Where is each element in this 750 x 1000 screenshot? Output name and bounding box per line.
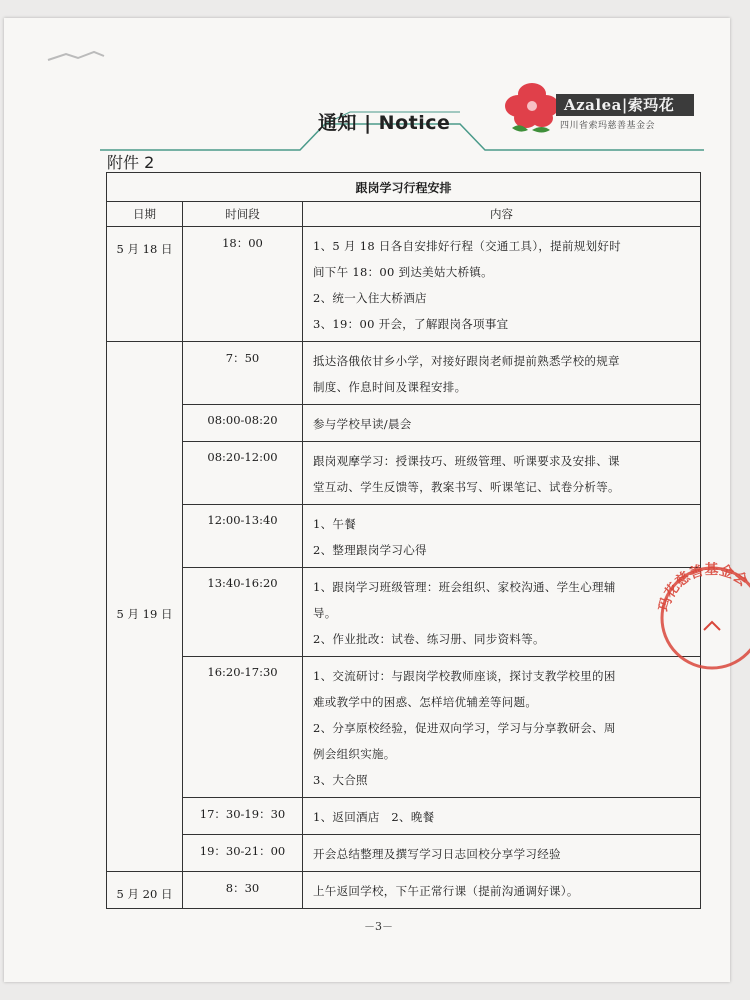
content-line: 1、5 月 18 日各自安排好行程（交通工具），提前规划好时 bbox=[313, 239, 621, 253]
table-row bbox=[107, 227, 701, 342]
column-header-date: 日期 bbox=[107, 202, 183, 227]
content-cell bbox=[303, 657, 701, 798]
schedule-table bbox=[106, 172, 701, 909]
column-header-time: 时间段 bbox=[183, 202, 303, 227]
page-title: 通知 | Notice bbox=[318, 112, 451, 134]
table-caption: 跟岗学习行程安排 bbox=[107, 173, 701, 202]
content-line: 1、交流研讨：与跟岗学校教师座谈，探讨支教学校里的困 bbox=[313, 669, 616, 683]
content-line: 2、统一入住大桥酒店 bbox=[313, 291, 427, 305]
content-cell bbox=[303, 568, 701, 657]
time-cell: 19：30-21：00 bbox=[183, 835, 303, 872]
seal-text: 玛花慈善基金会 bbox=[656, 561, 750, 614]
table-row bbox=[107, 442, 701, 505]
content-line: 2、作业批改：试卷、练习册、同步资料等。 bbox=[313, 632, 545, 646]
table-caption-row bbox=[107, 173, 701, 202]
content-cell bbox=[303, 227, 701, 342]
time-cell: 08:00-08:20 bbox=[183, 405, 303, 442]
content-cell bbox=[303, 872, 701, 909]
content-cell bbox=[303, 798, 701, 835]
time-cell: 08:20-12:00 bbox=[183, 442, 303, 505]
time-cell: 17：30-19：30 bbox=[183, 798, 303, 835]
content-line: 1、午餐 bbox=[313, 517, 357, 531]
table-row bbox=[107, 872, 701, 909]
content-line: 导。 bbox=[313, 606, 337, 620]
logo-subtitle: 四川省索玛慈善基金会 bbox=[560, 121, 656, 131]
content-line: 上午返回学校，下午正常行课（提前沟通调好课）。 bbox=[313, 884, 579, 898]
time-cell: 18：00 bbox=[183, 227, 303, 342]
content-line: 1、跟岗学习班级管理：班会组织、家校沟通、学生心理辅 bbox=[313, 580, 616, 594]
table-row bbox=[107, 835, 701, 872]
content-line: 间下午 18：00 到达美姑大桥镇。 bbox=[313, 265, 493, 279]
logo-brand-text: Azalea|索玛花 bbox=[556, 94, 694, 116]
scan-mark-icon bbox=[46, 48, 106, 66]
content-line: 3、19：00 开会，了解跟岗各项事宜 bbox=[313, 317, 509, 331]
date-cell: 5 月 19 日 bbox=[107, 342, 183, 872]
content-cell bbox=[303, 835, 701, 872]
table-row bbox=[107, 568, 701, 657]
content-cell bbox=[303, 505, 701, 568]
content-line: 堂互动、学生反馈等，教案书写、听课笔记、试卷分析等。 bbox=[313, 480, 620, 494]
table-row bbox=[107, 405, 701, 442]
time-cell: 8：30 bbox=[183, 872, 303, 909]
content-line: 抵达洛俄依甘乡小学，对接好跟岗老师提前熟悉学校的规章 bbox=[313, 354, 620, 368]
content-cell bbox=[303, 342, 701, 405]
content-line: 开会总结整理及撰写学习日志回校分享学习经验 bbox=[313, 847, 561, 861]
time-cell: 12:00-13:40 bbox=[183, 505, 303, 568]
table-row bbox=[107, 505, 701, 568]
content-cell bbox=[303, 405, 701, 442]
table-row bbox=[107, 342, 701, 405]
content-line: 跟岗观摩学习：授课技巧、班级管理、听课要求及安排、课 bbox=[313, 454, 620, 468]
official-seal bbox=[654, 552, 750, 682]
column-header-content: 内容 bbox=[303, 202, 701, 227]
table-row bbox=[107, 798, 701, 835]
time-cell: 13:40-16:20 bbox=[183, 568, 303, 657]
date-cell: 5 月 20 日 bbox=[107, 872, 183, 909]
content-line: 2、分享原校经验，促进双向学习，学习与分享教研会、周 bbox=[313, 721, 616, 735]
date-cell: 5 月 18 日 bbox=[107, 227, 183, 342]
content-line: 制度、作息时间及课程安排。 bbox=[313, 380, 467, 394]
table-header-row bbox=[107, 202, 701, 227]
content-line: 3、大合照 bbox=[313, 773, 368, 787]
content-line: 2、整理跟岗学习心得 bbox=[313, 543, 427, 557]
content-line: 参与学校早读/晨会 bbox=[313, 417, 412, 431]
content-line: 例会组织实施。 bbox=[313, 747, 396, 761]
page-number: －3－ bbox=[364, 920, 393, 933]
time-cell: 16:20-17:30 bbox=[183, 657, 303, 798]
attachment-label: 附件 2 bbox=[107, 153, 155, 172]
table-row bbox=[107, 657, 701, 798]
content-cell bbox=[303, 442, 701, 505]
content-line: 1、返回酒店 2、晚餐 bbox=[313, 810, 435, 824]
content-line: 难或教学中的困惑、怎样培优辅差等问题。 bbox=[313, 695, 538, 709]
time-cell: 7：50 bbox=[183, 342, 303, 405]
